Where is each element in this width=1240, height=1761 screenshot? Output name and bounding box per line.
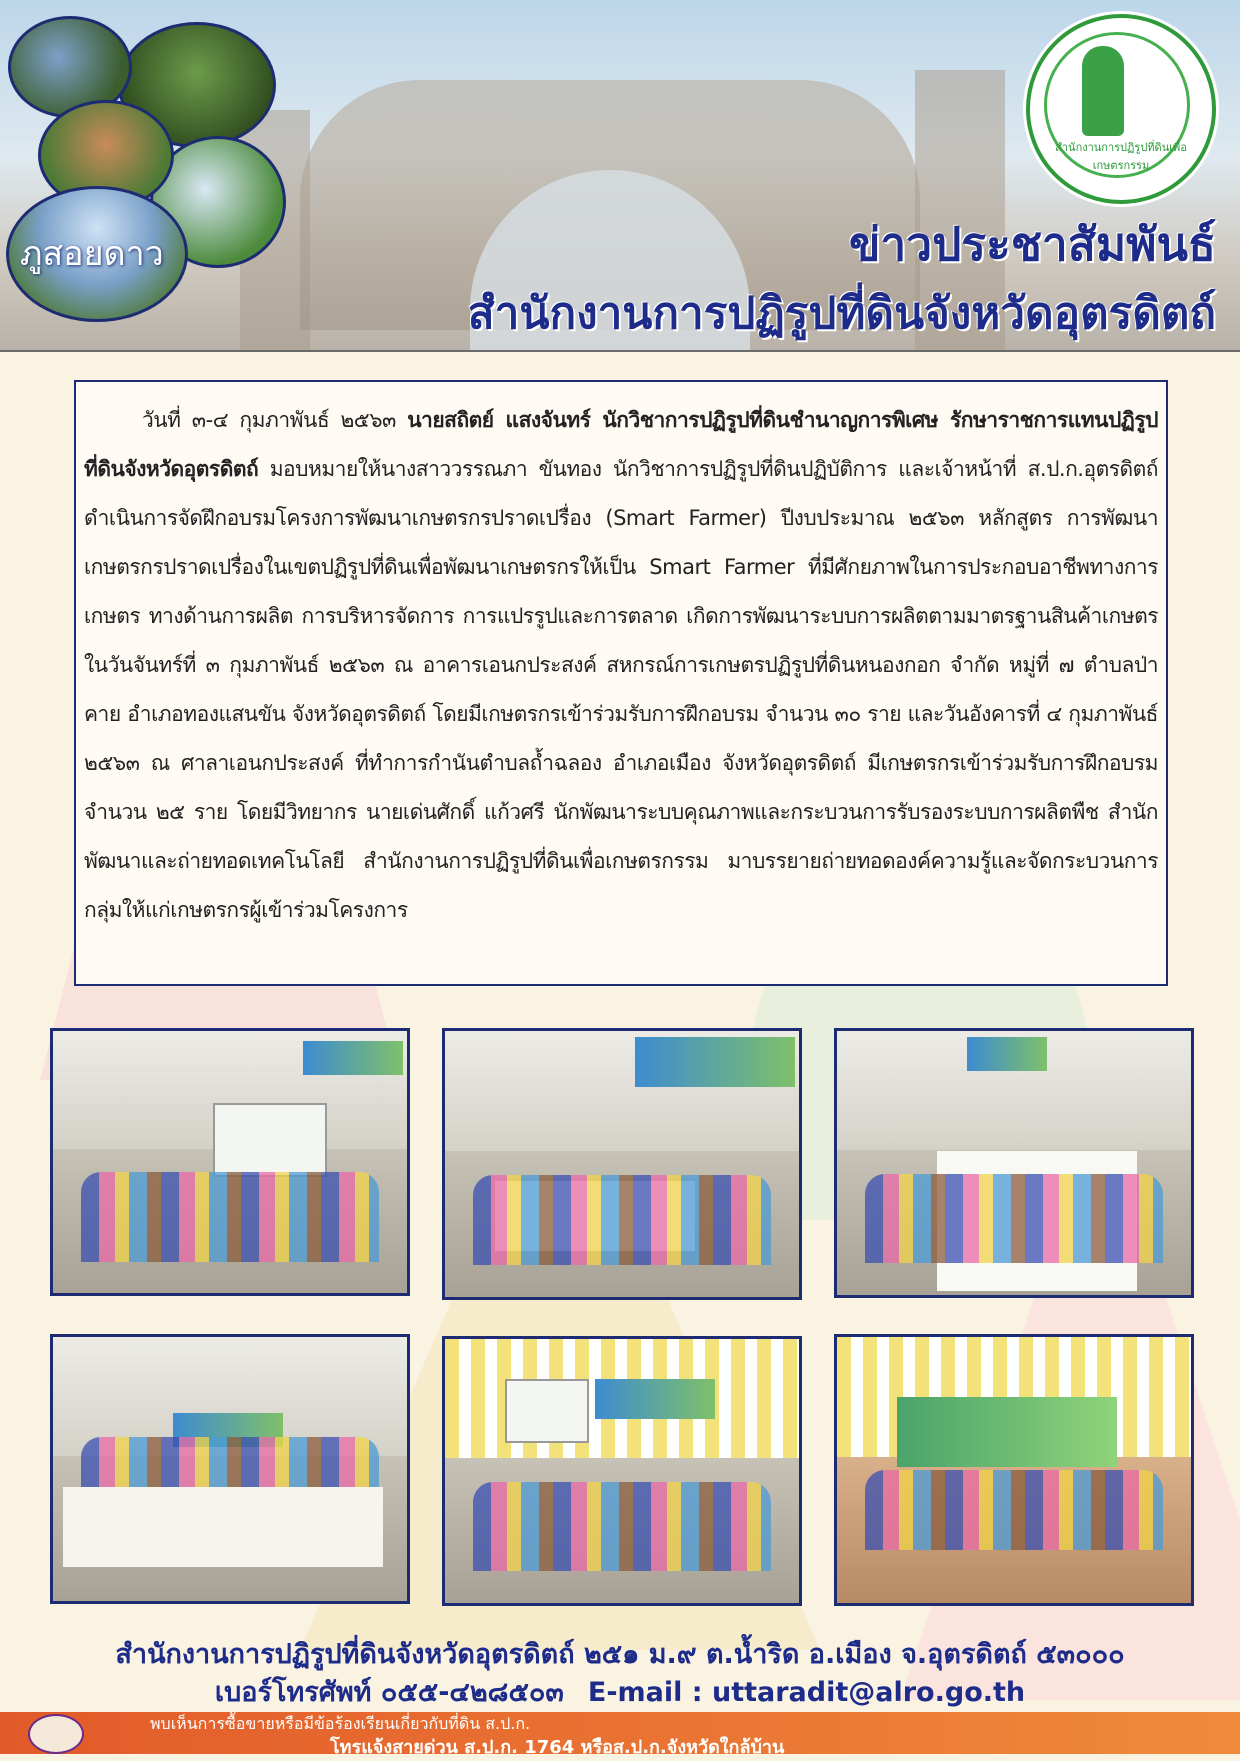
photo-speaker-in-yellow-shirt	[442, 1028, 802, 1300]
photo-participants	[865, 1174, 1162, 1264]
photo-banner	[967, 1037, 1047, 1071]
photo-group-photo-smart-farmer-banner	[834, 1334, 1194, 1606]
logo-text: สำนักงานการปฏิรูปที่ดินเพื่อเกษตรกรรม	[1055, 141, 1187, 172]
photo-banner	[897, 1397, 1117, 1467]
photo-flip-charts	[63, 1487, 383, 1567]
header-banner	[0, 0, 1240, 352]
office-email: E-mail : uttaradit@alro.go.th	[587, 1677, 1026, 1708]
page-title: ข่าวประชาสัมพันธ์	[848, 217, 1216, 271]
photo-participants	[473, 1175, 770, 1265]
photo-group-discussion-table	[834, 1028, 1194, 1298]
article-date: วันที่ ๓-๔ กุมภาพันธ์ ๒๕๖๓	[142, 408, 408, 432]
photo-presentation-open-hall	[442, 1336, 802, 1606]
news-article	[74, 380, 1168, 986]
photo-banner	[595, 1379, 715, 1419]
photo-banner	[303, 1041, 403, 1075]
office-phone: เบอร์โทรศัพท์ ๐๕๕-๔๒๘๕๐๓	[214, 1677, 564, 1708]
article-body: มอบหมายให้นางสาววรรณภา ขันทอง นักวิชาการปฏิรูปที่ดินปฏิบัติการ และเจ้าหน้าที่ ส.ป.ก.อุตรดิตถ์ ดำเนินการจัดฝึกอบรมโครงการพัฒนาเกษตรกรปราดเปรื่อง (Smart Farmer) ปีงบประมาณ ๒๕๖๓ หลักสูตร การพัฒนาเกษตรกรปราดเปรื่องในเขตปฏิรูปที่ดินเพื่อพัฒนาเกษตรกรให้เป็น Smart Farmer ที่มีศักยภาพในการประกอบอาชีพทางการเกษตร ทางด้านการผลิต การบริหารจัดการ การแปรรูปและการตลาด เกิดการพัฒนาระบบการผลิตตามมาตรฐานสินค้าเกษตร ในวันจันทร์ที่ ๓ กุมภาพันธ์ ๒๕๖๓ ณ อาคารเอนกประสงค์ สหกรณ์การเกษตรปฏิรูปที่ดินหนองกอก จำกัด หมู่ที่ ๗ ตำบลป่าคาย อำเภอทองแสนขัน จังหวัดอุตรดิตถ์ โดยมีเกษตรกรเข้าร่วมรับการฝึกอบรม จำนวน ๓๐ ราย และวันอังคารที่ ๔ กุมภาพันธ์ ๒๕๖๓ ณ ศาลาเอนกประสงค์ ที่ทำการกำนันตำบลถ้ำฉลอง อำเภอเมือง จังหวัดอุตรดิตถ์ มีเกษตรกรเข้าร่วมรับการฝึกอบรม จำนวน ๒๕ ราย โดยมีวิทยากร นายเด่นศักดิ์ แก้วศรี นักพัฒนาระบบคุณภาพและกระบวนการรับรองระบบการผลิตพืช สำนักพัฒนาและถ่ายทอดเทคโนโลยี สำนักงานการปฏิรูปที่ดินเพื่อเกษตรกรรม มาบรรยายถ่ายทอดองค์ความรู้และจัดกระบวนการกลุ่มให้แก่เกษตรกรผู้เข้าร่วมโครงการ	[84, 457, 1158, 922]
photo-group-photo-with-charts	[50, 1334, 410, 1604]
photo-participants	[81, 1172, 378, 1261]
photo-projector-screen	[505, 1379, 589, 1443]
place-label: ภูสอยดาว	[20, 234, 164, 274]
photo-training-room-audience	[50, 1028, 410, 1296]
hotline-notice: พบเห็นการซื้อขายหรือมีข้อร้องเรียนเกี่ยวกับที่ดิน ส.ป.ก.	[150, 1714, 531, 1733]
photo-participants	[865, 1470, 1162, 1550]
office-address: สำนักงานการปฏิรูปที่ดินจังหวัดอุตรดิตถ์ ๒๕๑ ม.๙ ต.น้ำริด อ.เมือง จ.อุตรดิตถ์ ๕๓๐๐๐	[115, 1639, 1125, 1670]
article-paragraph	[84, 396, 1158, 935]
alro-emblem-icon	[28, 1714, 84, 1754]
photo-banner	[635, 1037, 795, 1087]
photo-participants	[473, 1482, 770, 1572]
contact-line	[0, 1670, 1240, 1713]
photo-projector-screen	[213, 1103, 327, 1177]
article-person: นายสถิตย์ แสงจันทร์ นักวิชาการปฏิรูปที่ดินชำนาญการพิเศษ รักษาราชการแทนปฏิรูปที่ดินจังหวัดอุตรดิตถ์	[84, 408, 1158, 481]
alro-logo-icon	[1026, 14, 1216, 204]
hotline-number: โทรแจ้งสายด่วน ส.ป.ก. 1764 หรือส.ป.ก.จังหวัดใกล้บ้าน	[330, 1737, 785, 1758]
logo-deity-figure-icon	[1082, 46, 1124, 136]
page-subtitle: สำนักงานการปฏิรูปที่ดินจังหวัดอุตรดิตถ์	[467, 288, 1216, 339]
